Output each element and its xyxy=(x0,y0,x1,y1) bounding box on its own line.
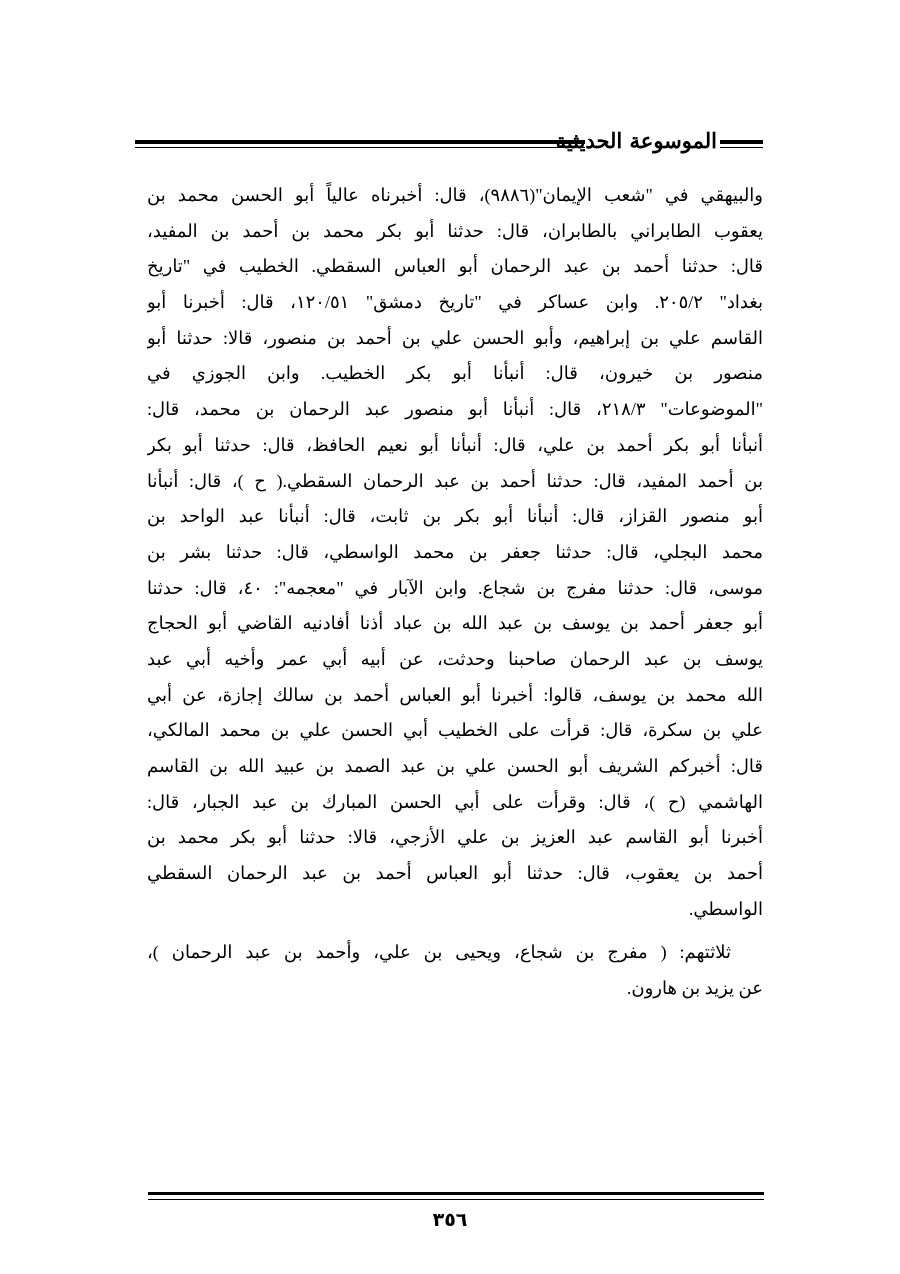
text-line: يعقوب الطابراني بالطابران، قال: حدثنا أبو بكر محمد بن أحمد بن المفيد، xyxy=(147,220,763,241)
text-line: أبو منصور القزاز، قال: أنبأنا أبو بكر بن ثابت، قال: أنبأنا عبد الواحد بن xyxy=(147,506,763,527)
text-line: بن أحمد المفيد، قال: حدثنا أحمد بن عبد الرحمان السقطي.( ح )، قال: أنبأنا xyxy=(147,470,763,491)
header-rule-short-thin xyxy=(720,147,763,148)
footer-rule-thin xyxy=(148,1199,764,1200)
text-line: الواسطي. xyxy=(688,898,763,919)
text-line: قال: أخبركم الشريف أبو الحسن علي بن عبد الصمد بن عبيد الله بن القاسم xyxy=(147,756,763,776)
text-line: الهاشمي (ح )، قال: وقرأت على أبي الحسن المبارك بن عبد الجبار، قال: xyxy=(147,791,763,812)
page-header xyxy=(135,126,763,162)
body-text xyxy=(147,178,763,1007)
header-title: الموسوعة الحديثية xyxy=(555,128,717,153)
page-number: ٣٥٦ xyxy=(432,1209,468,1231)
header-rule-long-thick xyxy=(135,140,585,144)
text-line: "الموضوعات" ٢١٨/٣، قال: أنبأنا أبو منصور عبد الرحمان بن محمد، قال: xyxy=(147,399,763,420)
text-line: قال: حدثنا أحمد بن عبد الرحمان أبو العباس السقطي. الخطيب في "تاريخ xyxy=(147,256,763,277)
text-line: يوسف بن عبد الرحمان صاحبنا وحدثت، عن أبيه أبي عمر وأخيه أبي عبد xyxy=(147,648,763,669)
text-line: علي بن سكرة، قال: قرأت على الخطيب أبي الحسن علي بن محمد المالكي، xyxy=(147,720,763,741)
text-line: منصور بن خيرون، قال: أنبأنا أبو بكر الخطيب. وابن الجوزي في xyxy=(147,363,763,384)
text-line: محمد البجلي، قال: حدثنا جعفر بن محمد الواسطي، قال: حدثنا بشر بن xyxy=(147,541,763,562)
text-line: الله محمد بن يوسف، قالوا: أخبرنا أبو العباس أحمد بن سالك إجازة، عن أبي xyxy=(147,684,763,705)
text-line: عن يزيد بن هارون. xyxy=(626,978,763,999)
footer-rule-thick xyxy=(148,1192,764,1195)
text-line: والبيهقي في "شعب الإيمان"(٩٨٨٦)، قال: أخبرناه عالياً أبو الحسن محمد بن xyxy=(147,185,763,205)
header-rule-short-thick xyxy=(720,140,763,144)
text-line: بغداد" ٢٠٥/٢. وابن عساكر في "تاريخ دمشق" ١٢٠/٥١، قال: أخبرنا أبو xyxy=(147,292,763,313)
text-line: أبو جعفر أحمد بن يوسف بن عبد الله بن عباد أذنا أفادنيه القاضي أبو الحجاج xyxy=(147,613,763,634)
text-line: أخبرنا أبو القاسم عبد العزيز بن علي الأزجي، قالا: حدثنا أبو بكر محمد بن xyxy=(147,827,763,848)
text-line: القاسم علي بن إبراهيم، وأبو الحسن علي بن أحمد بن منصور، قالا: حدثنا أبو xyxy=(147,327,763,348)
text-line: ثلاثتهم: ( مفرج بن شجاع، ويحيى بن علي، وأحمد بن عبد الرحمان )، xyxy=(147,942,731,963)
header-rule-long-thin xyxy=(135,147,585,148)
text-line: أنبأنا أبو بكر أحمد بن علي، قال: أنبأنا أبو نعيم الحافظ، قال: حدثنا أبو بكر xyxy=(147,434,763,455)
text-line: أحمد بن يعقوب، قال: حدثنا أبو العباس أحمد بن عبد الرحمان السقطي xyxy=(147,863,763,884)
text-line: موسى، قال: حدثنا مفرج بن شجاع. وابن الآبار في "معجمه": ٤٠، قال: حدثنا xyxy=(147,577,763,598)
